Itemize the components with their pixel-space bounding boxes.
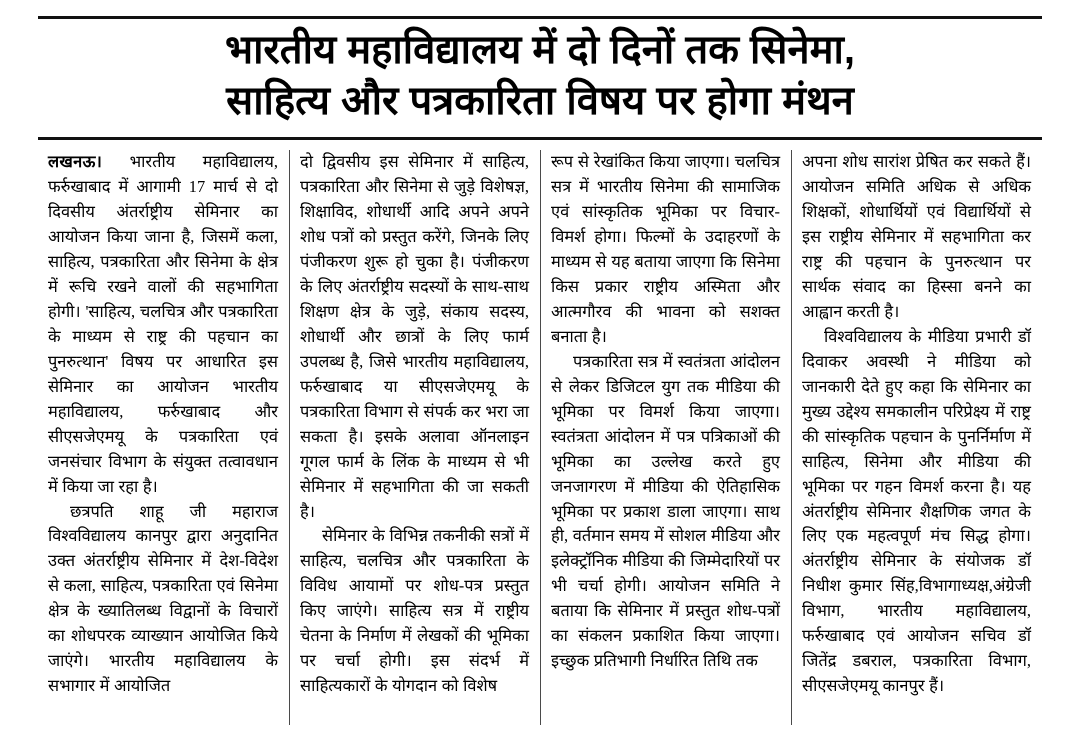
article-paragraph: दो द्विवसीय इस सेमिनार में साहित्य, पत्रकारिता और सिनेमा से जुड़े विशेषज्ञ, शिक्षाविद, शोधार्थी आदि अपने अपने शोध पत्रों को प्रस्तुत करेंगे, जिनके लिए पंजीकरण शुरू हो चुका है। पंजीकरण के लिए अंतर्राष्ट्रीय सदस्यों के साथ-साथ शिक्षण क्षेत्र के जुड़े, संकाय सदस्य, शोधार्थी और छात्रों के लिए फार्म उपलब्ध है, जिसे भारतीय महाविद्यालय, फर्रुखाबाद या सीएसजेएमयू के पत्रकारिता विभाग से संपर्क कर भरा जा सकता है। इसके अलावा ऑनलाइन गूगल फार्म के लिंक के माध्यम से भी सेमिनार में सहभागिता की जा सकती है।: [300, 152, 529, 521]
article-paragraph: सेमिनार के विभिन्न तकनीकी सत्रों में साहित्य, चलचित्र और पत्रकारिता के विविध आयामों पर शोध-पत्र प्रस्तुत किए जाएंगे। साहित्य सत्र में राष्ट्रीय चेतना के निर्माण में लेखकों की भूमिका पर चर्चा होगी। इस संदर्भ में साहित्यकारों के योगदान को विशेष: [300, 526, 529, 696]
article-column-4: [791, 150, 1042, 725]
article-columns: [38, 150, 1042, 725]
article-paragraph: [48, 150, 278, 499]
dateline: लखनऊ।: [48, 152, 103, 172]
headline-line-2: साहित्य और पत्रकारिता विषय पर होगा मंथन: [226, 79, 854, 124]
article-column-1: [38, 150, 289, 725]
page-title: [0, 19, 1080, 137]
headline-block: [0, 19, 1080, 137]
headline-bottom-rule: [38, 137, 1042, 140]
paragraph-text: भारतीय महाविद्यालय, फर्रुखाबाद में आगामी 17 मार्च से दो दिवसीय अंतर्राष्ट्रीय सेमिनार का आयोजन किया जाना है, जिसमें कला, साहित्य, पत्रकारिता और सिनेमा के क्षेत्र में रूचि रखने वालों की सहभागिता होगी। 'साहित्य, चलचित्र और पत्रकारिता के माध्यम से राष्ट्र की पहचान का पुनरुत्थान' विषय पर आधारित इस सेमिनार का आयोजन भारतीय महाविद्यालय, फर्रुखाबाद और सीएसजेएमयू के पत्रकारिता एवं जनसंचार विभाग के संयुक्त तत्वावधान में किया जा रहा है।: [48, 152, 278, 496]
headline-line-1: भारतीय महाविद्यालय में दो दिनों तक सिनेमा,: [224, 28, 856, 72]
article-column-3: [540, 150, 791, 725]
article-paragraph: छत्रपति शाहू जी महाराज विश्वविद्यालय कानपुर द्वारा अनुदानित उक्त अंतर्राष्ट्रीय सेमिनार में देश-विदेश से कला, साहित्य, पत्रकारिता एवं सिनेमा क्षेत्र के ख्यातिलब्ध विद्वानों के विचारों का शोधपरक व्याख्यान आयोजित किये जाएंगे। भारतीय महाविद्यालय के सभागार में आयोजित: [48, 501, 278, 696]
news-clipping-page: [0, 16, 1080, 754]
article-paragraph: रूप से रेखांकित किया जाएगा। चलचित्र सत्र में भारतीय सिनेमा की सामाजिक एवं सांस्कृतिक भूमिका पर विचार-विमर्श होगा। फिल्मों के उदाहरणों के माध्यम से यह बताया जाएगा कि सिनेमा किस प्रकार राष्ट्रीय अस्मिता और आत्मगौरव की भावना को सशक्त बनाता है।: [551, 152, 780, 346]
article-column-2: [289, 150, 540, 725]
article-paragraph: विश्वविद्यालय के मीडिया प्रभारी डॉ दिवाकर अवस्थी ने मीडिया को जानकारी देते हुए कहा कि सेमिनार का मुख्य उद्देश्य समकालीन परिप्रेक्ष्य में राष्ट्र की सांस्कृतिक पहचान के पुनर्निर्माण में साहित्य, सिनेमा और मीडिया की भूमिका पर गहन विमर्श करना है। यह अंतर्राष्ट्रीय सेमिनार शैक्षणिक जगत के लिए एक महत्वपूर्ण मंच सिद्ध होगा। अंतर्राष्ट्रीय सेमिनार के संयोजक डॉ निधीश कुमार सिंह,विभागाध्यक्ष,अंग्रेजी विभाग, भारतीय महाविद्यालय, फर्रुखाबाद एवं आयोजन सचिव डॉ जितेंद्र डबराल, पत्रकारिता विभाग, सीएसजेएमयू कानपुर हैं।: [802, 326, 1031, 696]
article-paragraph: अपना शोध सारांश प्रेषित कर सकते हैं। आयोजन समिति अधिक से अधिक शिक्षकों, शोधार्थियों एवं विद्यार्थियों से इस राष्ट्रीय सेमिनार में सहभागिता कर राष्ट्र की पहचान के पुनरुत्थान पर सार्थक संवाद का हिस्सा बनने का आह्वान करती है।: [802, 152, 1031, 321]
article-paragraph: पत्रकारिता सत्र में स्वतंत्रता आंदोलन से लेकर डिजिटल युग तक मीडिया की भूमिका पर विमर्श किया जाएगा। स्वतंत्रता आंदोलन में पत्र पत्रिकाओं की भूमिका का उल्लेख करते हुए जनजागरण में मीडिया की ऐतिहासिक भूमिका पर प्रकाश डाला जाएगा। साथ ही, वर्तमान समय में सोशल मीडिया और इलेक्ट्रॉनिक मीडिया की जिम्मेदारियों पर भी चर्चा होगी। आयोजन समिति ने बताया कि सेमिनार में प्रस्तुत शोध-पत्रों का संकलन प्रकाशित किया जाएगा। इच्छुक प्रतिभागी निर्धारित तिथि तक: [551, 351, 780, 671]
